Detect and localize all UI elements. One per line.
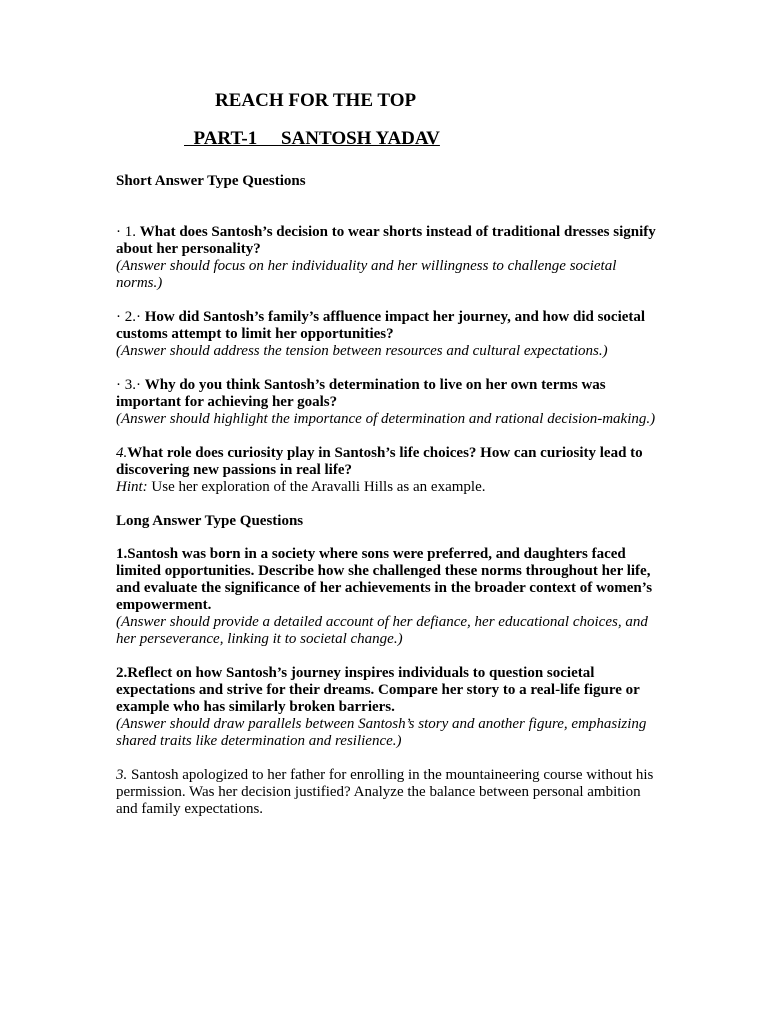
hint-text: Use her exploration of the Aravalli Hills as an example. (147, 479, 486, 495)
short-answer-heading: Short Answer Type Questions (116, 173, 306, 189)
question-number: 3. (116, 767, 128, 783)
question-text: How did Santosh’s family’s affluence impact her journey, and how did societal customs attempt to limit her opportunities? (116, 309, 646, 342)
question-text: 2.Reflect on how Santosh’s journey inspires individuals to question societal expectations and strive for their dreams. Compare her story to a real-life figure or example who has similarly broken barriers. (116, 665, 640, 715)
document-subtitle: PART-1 SANTOSH YADAV (184, 128, 440, 149)
short-question-1 (116, 224, 656, 292)
question-number: 4. (116, 445, 128, 461)
question-number: · 2.· (116, 309, 145, 325)
answer-guidance: (Answer should draw parallels between Santosh’s story and another figure, emphasizing shared traits like determination and resilience.) (116, 716, 647, 749)
document-title: REACH FOR THE TOP (215, 90, 417, 111)
short-question-3 (116, 377, 656, 428)
long-question-1 (116, 546, 656, 648)
answer-guidance: (Answer should address the tension between resources and cultural expectations.) (116, 343, 608, 359)
question-text: What does Santosh’s decision to wear shorts instead of traditional dresses signify about her personality? (116, 224, 656, 257)
question-text: Santosh apologized to her father for enrolling in the mountaineering course without his permission. Was her decision justified? Analyze the balance between personal ambition and family expectations. (116, 767, 654, 817)
short-question-4 (116, 445, 656, 496)
short-question-2 (116, 309, 656, 360)
question-text: What role does curiosity play in Santosh’s life choices? How can curiosity lead to discovering new passions in real life? (116, 445, 643, 478)
answer-guidance: (Answer should provide a detailed account of her defiance, her educational choices, and her perseverance, linking it to societal change.) (116, 614, 648, 647)
question-text: Why do you think Santosh’s determination to live on her own terms was important for achieving her goals? (116, 377, 606, 410)
question-number: · 3.· (116, 377, 145, 393)
long-question-3 (116, 767, 656, 818)
document-page (116, 90, 656, 835)
hint-label: Hint: (116, 479, 148, 495)
long-answer-heading: Long Answer Type Questions (116, 513, 304, 529)
question-text: 1.Santosh was born in a society where sons were preferred, and daughters faced limited opportunities. Describe how she challenged these norms throughout her life, and evaluate the significance of her achievements in the broader context of women’s empowerment. (116, 546, 653, 613)
answer-guidance: (Answer should focus on her individuality and her willingness to challenge societal norms.) (116, 258, 617, 291)
long-question-2 (116, 665, 656, 750)
question-number: · 1. (116, 224, 140, 240)
answer-guidance: (Answer should highlight the importance of determination and rational decision-making.) (116, 411, 656, 427)
